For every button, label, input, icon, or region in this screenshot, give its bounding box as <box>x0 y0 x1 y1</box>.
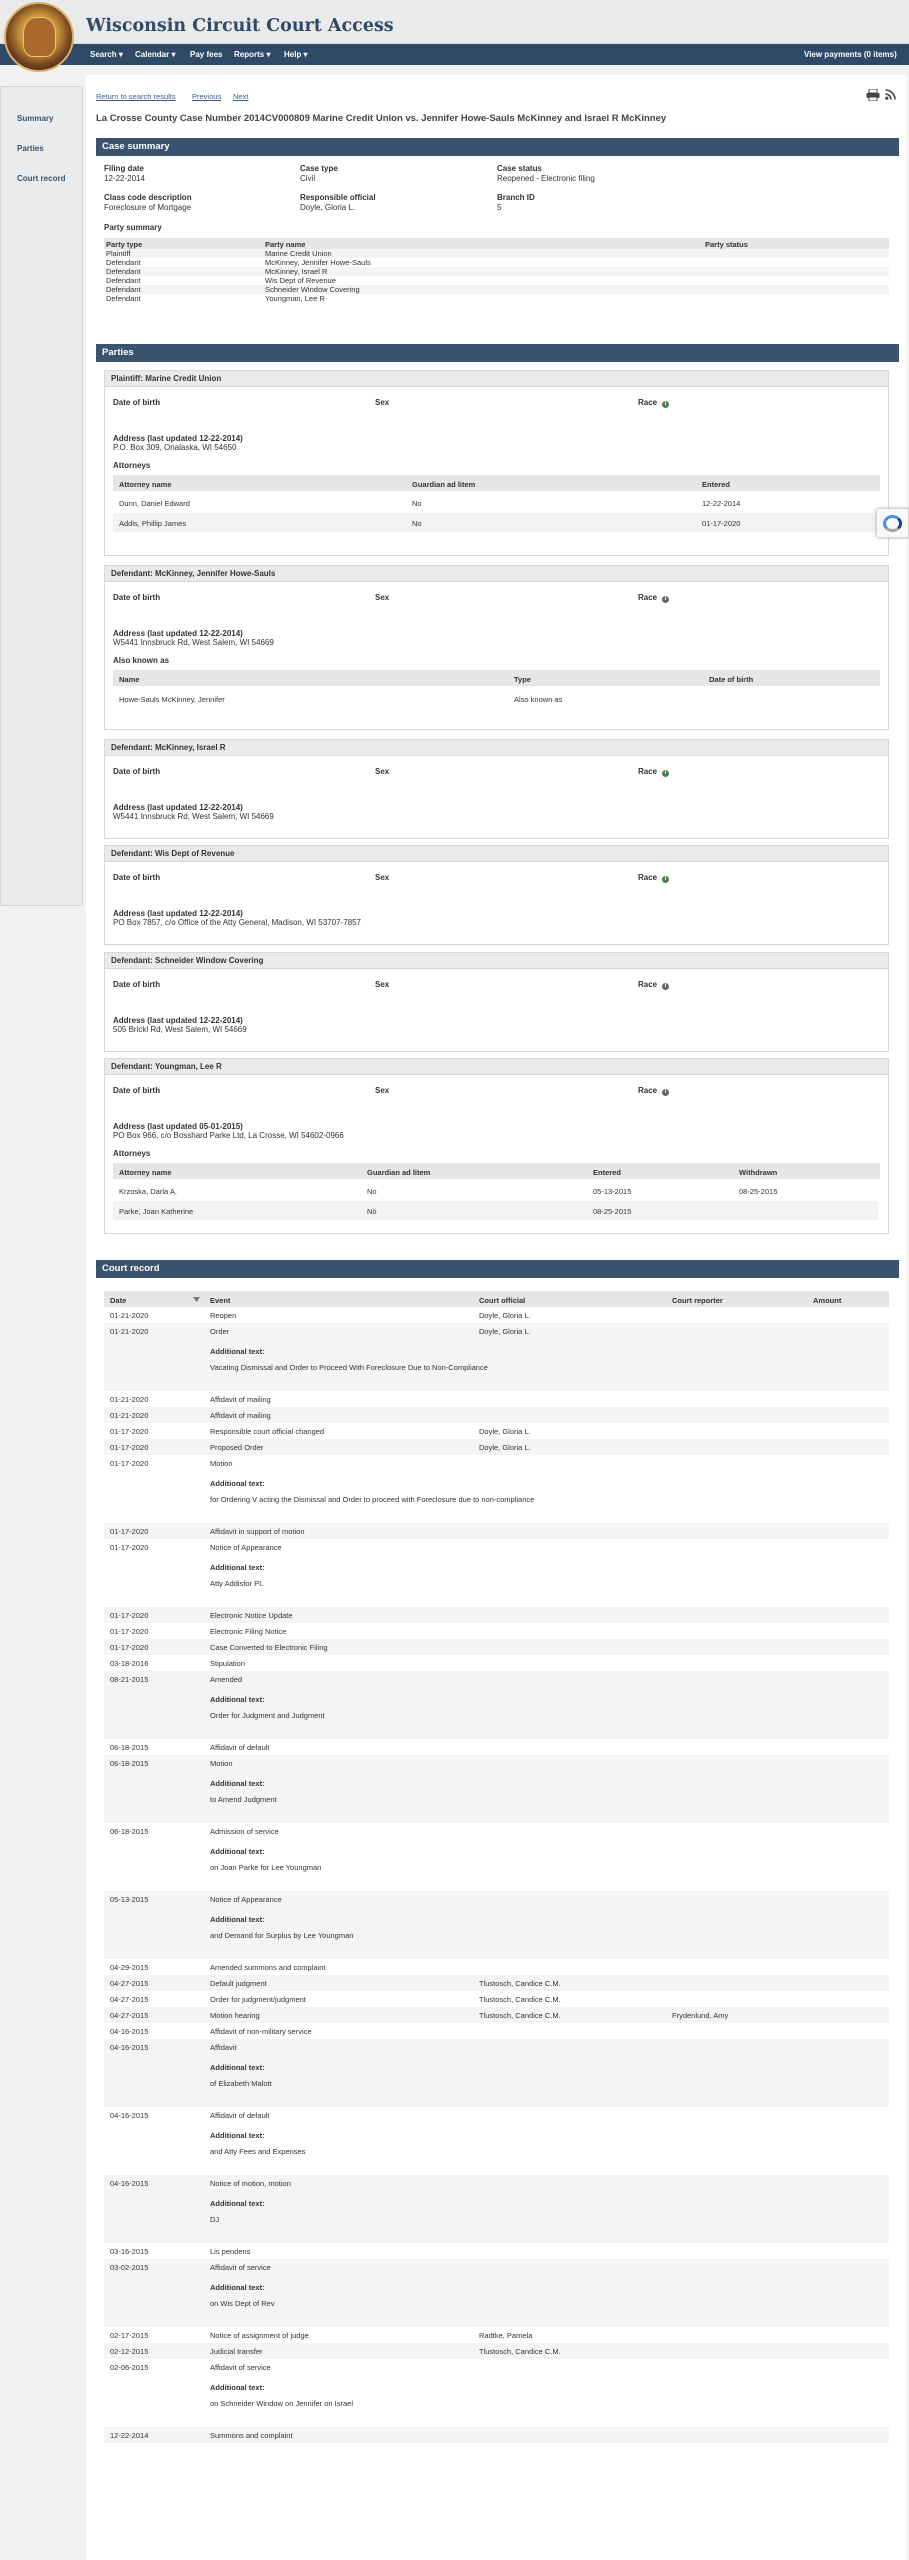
court-record-row <box>104 1823 889 1891</box>
additional-text-value: on Joan Parke for Lee Youngman <box>210 1863 322 1872</box>
party-card <box>104 845 889 945</box>
additional-text-value: DJ <box>210 2215 220 2224</box>
attorneys-label: Attorneys <box>113 1149 151 1158</box>
site-title[interactable]: Wisconsin Circuit Court Access <box>86 16 394 36</box>
event-name-cell: Order <box>210 1327 230 1336</box>
race-label-text: Race <box>638 593 658 602</box>
attorney-column-header: Guardian ad litem <box>412 480 476 489</box>
date-of-birth-label: Date of birth <box>113 593 161 602</box>
address-label: Address (last updated 12-22-2014) <box>113 909 243 918</box>
event-date-cell: 02-17-2015 <box>110 2331 149 2340</box>
event-name-cell: Motion <box>210 1759 233 1768</box>
party-summary-row <box>104 267 889 276</box>
party-type-cell: Defendant <box>106 258 141 267</box>
additional-text-value: for Ordering V acting the Dismissal and Order to proceed with Foreclosure due to non-compliance <box>210 1495 535 1504</box>
address-label: Address (last updated 12-22-2014) <box>113 629 243 638</box>
event-date-cell: 01-17-2020 <box>110 1459 149 1468</box>
court-record-row <box>104 2427 889 2443</box>
court-official-cell: Tlustosch, Candice C.M. <box>479 2011 561 2020</box>
party-card-title: Defendant: Schneider Window Covering <box>105 953 888 969</box>
court-seal-logo[interactable] <box>4 2 74 72</box>
court-record-row <box>104 1959 889 1975</box>
responsible-official-label: Responsible official <box>300 193 376 202</box>
event-date-cell: 03-16-2015 <box>110 2247 149 2256</box>
event-name-cell: Judicial transfer <box>210 2347 263 2356</box>
attorney-column-header: Attorney name <box>119 480 172 489</box>
court-record-row <box>104 1671 889 1739</box>
sidebar-item-parties[interactable]: Parties <box>17 144 44 153</box>
event-date-cell: 01-21-2020 <box>110 1411 149 1420</box>
event-name-cell: Motion <box>210 1459 233 1468</box>
print-icon[interactable] <box>866 89 880 101</box>
additional-text-label: Additional text: <box>210 1347 265 1356</box>
class-code-label: Class code description <box>104 193 192 202</box>
event-date-cell: 03-02-2015 <box>110 2263 149 2272</box>
court-record-row <box>104 1739 889 1755</box>
case-summary-heading: Case summary <box>96 138 899 156</box>
race-label-text: Race <box>638 873 658 882</box>
aka-type-cell: Also known as <box>514 695 563 704</box>
attorneys-header-bar <box>113 475 880 491</box>
court-record-row <box>104 1755 889 1823</box>
court-official-cell: Tlustosch, Candice C.M. <box>479 1979 561 1988</box>
event-date-cell: 01-17-2020 <box>110 1527 149 1536</box>
sex-label: Sex <box>375 980 390 989</box>
sidebar-item-summary[interactable]: Summary <box>17 114 54 123</box>
next-link[interactable]: Next <box>233 92 249 101</box>
nav-pay-fees[interactable]: Pay fees <box>190 50 223 59</box>
event-name-cell: Notice of Appearance <box>210 1895 282 1904</box>
additional-text-label: Additional text: <box>210 2063 265 2072</box>
court-record-row <box>104 2007 889 2023</box>
attorney-column-header: Entered <box>593 1168 621 1177</box>
nav-bar <box>0 44 909 65</box>
sidebar-item-court-record[interactable]: Court record <box>17 174 66 183</box>
event-date-cell: 03-18-2016 <box>110 1659 149 1668</box>
sort-desc-icon[interactable] <box>193 1297 200 1302</box>
event-date-cell: 04-27-2015 <box>110 1979 149 1988</box>
event-date-cell: 01-21-2020 <box>110 1327 149 1336</box>
court-record-row <box>104 1439 889 1455</box>
event-name-cell: Stipulation <box>210 1659 246 1668</box>
event-name-cell: Affidavit of non-military service <box>210 2027 312 2036</box>
case-type-label: Case type <box>300 164 338 173</box>
race-label <box>638 767 669 777</box>
party-type-cell: Defendant <box>106 267 141 276</box>
attorney-name-cell: Parke, Joan Katherine <box>119 1207 194 1216</box>
nav-calendar[interactable]: Calendar ▾ <box>135 50 176 59</box>
date-column-header[interactable]: Date <box>110 1296 127 1305</box>
court-record-row <box>104 2107 889 2175</box>
court-record-row <box>104 1523 889 1539</box>
party-name-cell[interactable]: Wis Dept of Revenue <box>265 276 336 285</box>
additional-text-label: Additional text: <box>210 1695 265 1704</box>
court-reporter-column-header: Court reporter <box>672 1296 723 1305</box>
court-record-row <box>104 1391 889 1407</box>
party-summary-row <box>104 249 889 258</box>
party-card-title: Defendant: McKinney, Israel R <box>105 740 888 756</box>
date-of-birth-label: Date of birth <box>113 767 161 776</box>
court-record-row <box>104 1323 889 1391</box>
event-date-cell: 04-27-2015 <box>110 2011 149 2020</box>
site-header <box>0 0 909 44</box>
address-value: W5441 Innsbruck Rd, West Salem, WI 54669 <box>113 638 274 647</box>
party-type-cell: Defendant <box>106 276 141 285</box>
info-icon[interactable]: i <box>662 983 669 990</box>
attorney-cell: No <box>412 519 422 528</box>
court-record-row <box>104 1407 889 1423</box>
additional-text-label: Additional text: <box>210 2383 265 2392</box>
additional-text-label: Additional text: <box>210 2283 265 2292</box>
attorney-cell: 12-22-2014 <box>702 499 741 508</box>
date-of-birth-label: Date of birth <box>113 980 161 989</box>
event-name-cell: Notice of assignment of judge <box>210 2331 309 2340</box>
address-value: PO Box 7857, c/o Office of the Atty General, Madison, WI 53707-7857 <box>113 918 361 927</box>
additional-text-label: Additional text: <box>210 2199 265 2208</box>
party-name-cell[interactable]: McKinney, Jennifer Howe-Sauls <box>265 258 371 267</box>
attorney-column-header: Entered <box>702 480 730 489</box>
additional-text-label: Additional text: <box>210 1779 265 1788</box>
additional-text-value: on Schneider Window on Jennifer on Israel <box>210 2399 353 2408</box>
date-of-birth-label: Date of birth <box>113 873 161 882</box>
parties-heading: Parties <box>96 344 899 362</box>
court-record-row <box>104 2259 889 2327</box>
attorney-cell: No <box>412 499 422 508</box>
event-date-cell: 01-17-2020 <box>110 1543 149 1552</box>
event-name-cell: Amended summons and complaint <box>210 1963 326 1972</box>
party-status-header: Party status <box>705 240 748 249</box>
event-name-cell: Affidavit of service <box>210 2363 271 2372</box>
additional-text-label: Additional text: <box>210 2131 265 2140</box>
party-card-title: Defendant: Wis Dept of Revenue <box>105 846 888 862</box>
address-value: 505 Brickl Rd, West Salem, WI 54669 <box>113 1025 247 1034</box>
event-date-cell: 06-18-2015 <box>110 1827 149 1836</box>
court-record-heading: Court record <box>96 1260 899 1278</box>
event-name-cell: Responsible court official changed <box>210 1427 325 1436</box>
event-date-cell: 01-17-2020 <box>110 1627 149 1636</box>
attorneys-label: Attorneys <box>113 461 151 470</box>
party-type-header: Party type <box>106 240 143 249</box>
event-name-cell: Affidavit in support of motion <box>210 1527 305 1536</box>
recaptcha-badge[interactable] <box>876 508 909 538</box>
case-status-value: Reopened - Electronic filing <box>497 174 595 183</box>
aka-name-cell: Howe-Sauls McKinney, Jennifer <box>119 695 225 704</box>
attorney-name-cell: Addis, Phillip James <box>119 519 187 528</box>
party-type-cell: Plaintiff <box>106 249 131 258</box>
event-date-cell: 12-22-2014 <box>110 2431 149 2440</box>
address-label: Address (last updated 12-22-2014) <box>113 1016 243 1025</box>
event-date-cell: 06-18-2015 <box>110 1759 149 1768</box>
court-record-row <box>104 1455 889 1523</box>
race-label <box>638 398 669 408</box>
aka-column-header: Date of birth <box>709 675 754 684</box>
attorney-cell: 01-17-2020 <box>702 519 741 528</box>
event-name-cell: Order for judgment/judgment <box>210 1995 306 2004</box>
event-date-cell: 01-21-2020 <box>110 1395 149 1404</box>
court-official-cell: Doyle, Gloria L. <box>479 1443 531 1452</box>
filing-date-value: 12-22-2014 <box>104 174 145 183</box>
race-label <box>638 1086 669 1096</box>
party-card <box>104 370 889 556</box>
event-date-cell: 04-16-2015 <box>110 2179 149 2188</box>
party-summary-row <box>104 285 889 294</box>
info-icon[interactable]: i <box>662 401 669 408</box>
additional-text-value: and Demand for Surplus by Lee Youngman <box>210 1931 354 1940</box>
event-date-cell: 05-13-2015 <box>110 1895 149 1904</box>
event-date-cell: 01-21-2020 <box>110 1311 149 1320</box>
event-name-cell: Affidavit <box>210 2043 237 2052</box>
attorney-cell: 08-25-2015 <box>593 1207 632 1216</box>
branch-id-value: 5 <box>497 203 502 212</box>
party-name-cell[interactable]: Schneider Window Covering <box>265 285 360 294</box>
branch-id-label: Branch ID <box>497 193 535 202</box>
address-value: PO Box 966, c/o Bosshard Parke Ltd, La Crosse, WI 54602-0966 <box>113 1131 344 1140</box>
event-name-cell: Affidavit of service <box>210 2263 271 2272</box>
info-icon[interactable]: i <box>662 876 669 883</box>
court-record-row <box>104 2243 889 2259</box>
party-card-title: Defendant: Youngman, Lee R <box>105 1059 888 1075</box>
case-title: La Crosse County Case Number 2014CV000809 Marine Credit Union vs. Jennifer Howe-Sauls McKinney and Israel R McKinney <box>96 113 667 124</box>
party-type-cell: Defendant <box>106 294 141 303</box>
additional-text-label: Additional text: <box>210 1563 265 1572</box>
event-name-cell: Electronic Filing Notice <box>210 1627 287 1636</box>
nav-reports[interactable]: Reports ▾ <box>234 50 271 59</box>
event-name-cell: Notice of Appearance <box>210 1543 282 1552</box>
event-name-cell: Proposed Order <box>210 1443 264 1452</box>
event-name-cell: Amended <box>210 1675 243 1684</box>
party-summary-row <box>104 258 889 267</box>
party-summary-row <box>104 294 889 303</box>
address-label: Address (last updated 12-22-2014) <box>113 803 243 812</box>
event-name-cell: Lis pendens <box>210 2247 251 2256</box>
event-name-cell: Affidavit of mailing <box>210 1395 271 1404</box>
race-label <box>638 980 669 990</box>
court-record-row <box>104 2327 889 2343</box>
responsible-official-value: Doyle, Gloria L. <box>300 203 356 212</box>
additional-text-value: and Atty Fees and Expenses <box>210 2147 306 2156</box>
address-value: P.O. Box 309, Onalaska, WI 54650 <box>113 443 237 452</box>
event-name-cell: Electronic Notice Update <box>210 1611 293 1620</box>
view-payments-link[interactable]: View payments (0 items) <box>804 50 897 59</box>
event-date-cell: 02-12-2015 <box>110 2347 149 2356</box>
filing-date-label: Filing date <box>104 164 144 173</box>
court-record-row <box>104 2039 889 2107</box>
court-record-row <box>104 2023 889 2039</box>
case-type-value: Civil <box>300 174 316 183</box>
event-name-cell: Affidavit of mailing <box>210 1411 271 1420</box>
court-record-row <box>104 1623 889 1639</box>
party-card-title: Defendant: McKinney, Jennifer Howe-Sauls <box>105 566 888 582</box>
event-name-cell: Affidavit of default <box>210 2111 270 2120</box>
court-record-row <box>104 1423 889 1439</box>
court-record-row <box>104 1639 889 1655</box>
event-name-cell: Case Converted to Electronic Filing <box>210 1643 328 1652</box>
event-date-cell: 08-21-2015 <box>110 1675 149 1684</box>
event-name-cell: Summons and complaint <box>210 2431 293 2440</box>
aka-column-header: Type <box>514 675 531 684</box>
case-status-label: Case status <box>497 164 542 173</box>
nav-search[interactable]: Search ▾ <box>90 50 123 59</box>
additional-text-value: Order for Judgment and Judgment <box>210 1711 325 1720</box>
race-label-text: Race <box>638 980 658 989</box>
additional-text-value: of Elizabeth Malott <box>210 2079 272 2088</box>
sex-label: Sex <box>375 1086 390 1095</box>
court-record-row <box>104 2343 889 2359</box>
court-official-cell: Radtke, Pamela <box>479 2331 533 2340</box>
party-name-cell[interactable]: Youngman, Lee R <box>265 294 325 303</box>
attorney-row <box>113 1201 878 1220</box>
attorney-cell: 05-13-2015 <box>593 1187 632 1196</box>
sex-label: Sex <box>375 873 390 882</box>
event-date-cell: 04-16-2015 <box>110 2043 149 2052</box>
event-name-cell: Default judgment <box>210 1979 267 1988</box>
court-record-row <box>104 1539 889 1607</box>
attorney-row <box>113 513 878 532</box>
info-icon[interactable]: i <box>662 1089 669 1096</box>
event-name-cell: Notice of motion, motion <box>210 2179 291 2188</box>
race-label <box>638 873 669 883</box>
class-code-value: Foreclosure of Mortgage <box>104 203 192 212</box>
race-label-text: Race <box>638 398 658 407</box>
court-official-cell: Doyle, Gloria L. <box>479 1427 531 1436</box>
race-label-text: Race <box>638 767 658 776</box>
court-record-row <box>104 1655 889 1671</box>
court-record-row <box>104 1607 889 1623</box>
race-label-text: Race <box>638 1086 658 1095</box>
court-record-row <box>104 1991 889 2007</box>
party-card <box>104 565 889 730</box>
party-name-cell[interactable]: McKinney, Israel R <box>265 267 328 276</box>
info-icon[interactable]: i <box>662 770 669 777</box>
event-date-cell: 04-16-2015 <box>110 2111 149 2120</box>
address-label: Address (last updated 12-22-2014) <box>113 434 243 443</box>
party-type-cell: Defendant <box>106 285 141 294</box>
event-name-cell: Motion hearing <box>210 2011 260 2020</box>
event-name-cell: Reopen <box>210 1311 237 1320</box>
event-date-cell: 01-17-2020 <box>110 1643 149 1652</box>
court-reporter-cell: Frydenlund, Amy <box>672 2011 729 2020</box>
party-summary-label: Party summary <box>104 223 162 232</box>
attorney-name-cell: Krzoska, Darla A. <box>119 1187 177 1196</box>
attorney-name-cell: Dunn, Daniel Edward <box>119 499 190 508</box>
attorney-column-header: Guardian ad litem <box>367 1168 431 1177</box>
attorney-cell: No <box>367 1187 377 1196</box>
additional-text-label: Additional text: <box>210 1479 265 1488</box>
info-icon[interactable]: i <box>662 596 669 603</box>
event-date-cell: 04-29-2015 <box>110 1963 149 1972</box>
event-column-header: Event <box>210 1296 231 1305</box>
date-of-birth-label: Date of birth <box>113 398 161 407</box>
address-value: W5441 Innsbruck Rd, West Salem, WI 54669 <box>113 812 274 821</box>
party-card <box>104 952 889 1052</box>
sex-label: Sex <box>375 767 390 776</box>
event-date-cell: 01-17-2020 <box>110 1427 149 1436</box>
additional-text-value: on Wis Dept of Rev <box>210 2299 275 2308</box>
additional-text-value: Atty Addisfor PL <box>210 1579 264 1588</box>
party-card-title: Plaintiff: Marine Credit Union <box>105 371 888 387</box>
sex-label: Sex <box>375 398 390 407</box>
event-date-cell: 04-16-2015 <box>110 2027 149 2036</box>
court-record-row <box>104 1975 889 1991</box>
court-record-row <box>104 2175 889 2243</box>
event-date-cell: 06-18-2015 <box>110 1743 149 1752</box>
court-record-row <box>104 1891 889 1959</box>
additional-text-value: Vacating Dismissal and Order to Proceed With Foreclosure Due to Non-Compliance <box>210 1363 488 1372</box>
nav-help[interactable]: Help ▾ <box>284 50 308 59</box>
amount-column-header: Amount <box>813 1296 842 1305</box>
court-official-cell: Tlustosch, Candice C.M. <box>479 1995 561 2004</box>
race-label <box>638 593 669 603</box>
attorney-column-header: Attorney name <box>119 1168 172 1177</box>
event-date-cell: 04-27-2015 <box>110 1995 149 2004</box>
also-known-as-label: Also known as <box>113 656 170 665</box>
party-summary-row <box>104 276 889 285</box>
court-official-cell: Tlustosch, Candice C.M. <box>479 2347 561 2356</box>
court-official-cell: Doyle, Gloria L. <box>479 1327 531 1336</box>
sex-label: Sex <box>375 593 390 602</box>
attorney-column-header: Withdrawn <box>739 1168 778 1177</box>
court-official-column-header: Court official <box>479 1296 526 1305</box>
party-name-cell[interactable]: Marine Credit Union <box>265 249 332 258</box>
attorney-cell: 08-25-2015 <box>739 1187 778 1196</box>
party-card <box>104 739 889 839</box>
court-record-row <box>104 2359 889 2427</box>
event-name-cell: Admission of service <box>210 1827 279 1836</box>
previous-link[interactable]: Previous <box>192 92 222 101</box>
additional-text-label: Additional text: <box>210 1915 265 1924</box>
event-date-cell: 02-06-2015 <box>110 2363 149 2372</box>
event-date-cell: 01-17-2020 <box>110 1611 149 1620</box>
event-date-cell: 01-17-2020 <box>110 1443 149 1452</box>
additional-text-label: Additional text: <box>210 1847 265 1856</box>
date-of-birth-label: Date of birth <box>113 1086 161 1095</box>
court-official-cell: Doyle, Gloria L. <box>479 1311 531 1320</box>
event-name-cell: Affidavit of default <box>210 1743 270 1752</box>
address-label: Address (last updated 05-01-2015) <box>113 1122 243 1131</box>
party-name-header: Party name <box>265 240 306 249</box>
party-card <box>104 1058 889 1234</box>
return-to-search-link[interactable]: Return to search results <box>96 92 176 101</box>
aka-header-bar <box>113 670 880 686</box>
attorney-cell: No <box>367 1207 377 1216</box>
court-record-row <box>104 1307 889 1323</box>
additional-text-value: to Amend Judgment <box>210 1795 277 1804</box>
sidebar <box>0 86 83 906</box>
rss-icon[interactable] <box>885 89 896 100</box>
aka-column-header: Name <box>119 675 140 684</box>
